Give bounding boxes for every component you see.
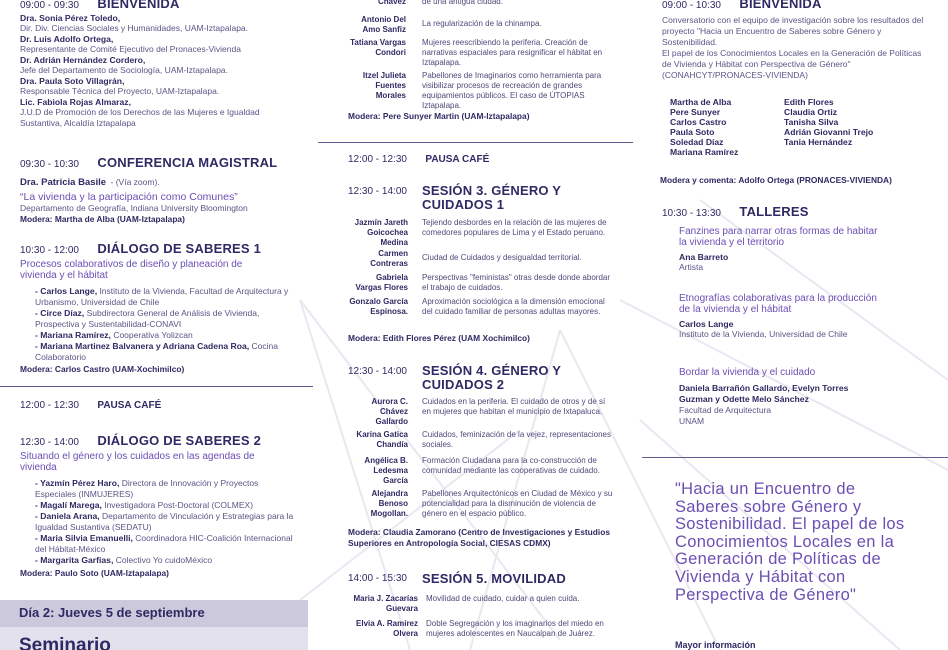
session-time: 10:30 - 13:30	[662, 208, 721, 219]
speaker-name: Gabriela Vargas Flores	[355, 273, 408, 292]
speaker-name: Dra. Patricia Basile	[20, 177, 107, 188]
session-time: 09:00 - 09:30	[20, 0, 79, 11]
list-item: - Mariana Martinez Balvanera y Adriana Cadena Roa, Cocina Colaboratorio	[35, 341, 278, 362]
speaker-name: Carmen Contreras	[370, 249, 408, 268]
speaker-name: Elvia A. Ramírez Olvera	[356, 619, 418, 638]
list-item: - Daniela Arana, Departamento de Vinculación y Estrategias para la Igualdad Sustantiva (SEDATU)	[35, 511, 294, 532]
conferencia-header	[20, 154, 277, 172]
talk-title: Mujeres reescribiendo la periferia. Creación de narrativas espaciales para resignificar el hábitat en Iztapalapa.	[422, 38, 603, 67]
moderator: Modera: Edith Flores Pérez (UAM Xochimilco)	[348, 333, 530, 343]
taller-item	[679, 293, 889, 340]
team-member: Paula Soto	[670, 127, 715, 137]
talk-title: Aproximación sociológica a la dimensión emocional del cuidado familiar de personas adultas mayores.	[422, 297, 605, 316]
session-title: DIÁLOGO DE SABERES 1	[97, 241, 262, 256]
session-time: 12:30 - 14:00	[348, 366, 407, 377]
talk-title: “La vivienda y la participación como Comunes”	[20, 191, 238, 203]
team-list-right	[784, 97, 934, 147]
talk-title: Doble Segregación y los imaginarios del miedo en mujeres adolescentes en Naucalpan de Juárez.	[426, 619, 604, 638]
talk-title: Pabellones Arquitectónicos en Ciudad de México y su potencialidad para la disminución de violencia de género en el espacio público.	[422, 489, 613, 518]
taller-desc: Instituto de la Vivienda, Universidad de Chile	[679, 329, 848, 339]
session-time: 12:30 - 14:00	[20, 437, 79, 448]
session-time: 09:00 - 10:30	[662, 0, 721, 11]
session-title: TALLERES	[739, 204, 809, 219]
dialogo1-items	[35, 286, 297, 363]
person: Dr. Adrián Hernández Cordero, Jefe del Departamento de Sociología, UAM-Iztapalapa.	[20, 55, 228, 75]
talk-title: Pabellones de Imaginarios como herramienta para visibilizar procesos de recreación de grandes equipamientos públicos. El caso de ÚTOPIAS Iztapalapa.	[422, 71, 602, 110]
conferencia-body	[20, 172, 310, 224]
list-item: - Circe Díaz, Subdirectora General de Análisis de Vivienda, Prospectiva y Sustentabilidad-CONAVI	[35, 308, 260, 329]
speaker-name: Chávez	[377, 0, 406, 6]
taller-item	[679, 367, 889, 427]
bienvenida-header	[662, 0, 822, 13]
dialogo1-header	[20, 240, 261, 258]
talk-title: La regularización de la chinampa.	[422, 19, 542, 28]
more-info-link[interactable]: Mayor información	[675, 640, 756, 650]
dialogo2-items	[35, 478, 297, 566]
speaker-name: Aurora C. Chávez Gallardo	[371, 397, 408, 426]
team-member: Tanisha Silva	[784, 117, 839, 127]
talk-title: Movilidad de cuidado, cuidar a quien cuida.	[426, 594, 580, 603]
person: Lic. Fabiola Rojas Almaraz, J.U.D de Promoción de los Derechos de las Mujeres e Igualdad Sustantiva, Alcaldía Iztapalapa	[20, 97, 260, 128]
seminario-band	[0, 627, 308, 650]
bienvenida-header	[20, 0, 180, 13]
bienvenida-people	[20, 13, 300, 129]
divider	[318, 142, 633, 143]
session-time: 10:30 - 12:00	[20, 245, 79, 256]
session-title: CONFERENCIA MAGISTRAL	[97, 155, 278, 170]
talk-title: Perspectivas "feministas" otras desde donde abordar el trabajo de cuidados.	[422, 273, 611, 292]
talk-title: Cuidados, feminización de la vejez, representaciones sociales.	[422, 430, 611, 449]
moderator: Modera: Pere Sunyer Martin (UAM-Iztapalapa)	[348, 111, 530, 121]
taller-names: Daniela Barrañón Gallardo, Evelyn Torres Guzman y Odette Melo Sánchez	[679, 383, 849, 404]
session-title: SESIÓN 3. GÉNERO Y CUIDADOS 1	[422, 183, 561, 212]
pausa-row	[348, 149, 489, 167]
session-time: 09:30 - 10:30	[20, 159, 79, 170]
talk-title: Tejiendo desbordes en la relación de las mujeres de comedores populares de Lima y el Estado peruano.	[422, 218, 607, 237]
speaker-name: Jazmín Jareth Goicochea Medina	[354, 218, 408, 247]
day-banner	[0, 600, 308, 627]
speaker-name: Itzel Julieta Fuentes Morales	[362, 71, 406, 100]
project-quote: "Hacia un Encuentro de Saberes sobre Género y Sostenibilidad. El papel de los Conocimientos Locales en la Generación de Políticas de Vivienda y Hábitat con Perspectiva de Género"	[675, 480, 905, 604]
team-member: Carlos Castro	[670, 117, 727, 127]
team-member: Edith Flores	[784, 97, 834, 107]
list-item: - Margarita Garfias, Colectivo Yo cuidoMéxico	[35, 555, 213, 565]
session-subtitle: Situando el género y los cuidados en las agendas de vivienda	[20, 451, 255, 473]
speaker-note: - (Vía zoom).	[110, 177, 160, 187]
team-member: Tania Hernández	[784, 137, 853, 147]
seminario-label: Seminario	[19, 635, 111, 650]
session-time: 14:00 - 15:30	[348, 573, 407, 584]
session-title: BIENVENIDA	[739, 0, 822, 11]
affiliation: Departamento de Geografía, Indiana University Bloomington	[20, 203, 248, 213]
session-time: 12:00 - 12:30	[348, 154, 407, 165]
day-label: Día 2: Jueves 5 de septiembre	[19, 605, 205, 620]
moderator: Modera: Martha de Alba (UAM-Iztapalapa)	[20, 214, 185, 224]
person: Dra. Paula Soto Villagrán, Responsable Técnica del Proyecto, UAM-Iztapalapa.	[20, 76, 220, 96]
person: Dra. Sonia Pérez Toledo, Dir. Div. Ciencias Sociales y Humanidades, UAM-Iztapalapa.	[20, 13, 249, 33]
session-time: 12:30 - 14:00	[348, 186, 407, 197]
list-item: - Carlos Lange, Instituto de la Vivienda, Facultad de Arquitectura y Urbanismo, Universidad de Chile	[35, 286, 289, 307]
session-title: SESIÓN 4. GÉNERO Y CUIDADOS 2	[422, 363, 561, 392]
moderator: Modera: Carlos Castro (UAM-Xochimilco)	[20, 364, 185, 374]
moderator: Modera: Paulo Soto (UAM-Iztapalapa)	[20, 568, 169, 578]
session-title: BIENVENIDA	[97, 0, 180, 11]
pausa-row	[20, 395, 161, 413]
team-member: Mariana Ramírez	[670, 147, 739, 157]
dialogo2-header	[20, 432, 261, 450]
session-title: PAUSA CAFÉ	[425, 154, 490, 165]
talk-title: de una antigua ciudad.	[422, 0, 503, 6]
team-member: Soledad Díaz	[670, 137, 724, 147]
taller-desc: Artista	[679, 262, 704, 272]
team-list-left	[670, 97, 780, 157]
speaker-name: Maria J. Zacarías Guevara	[353, 594, 418, 613]
speaker-name: Angélica B. Ledesma García	[364, 456, 408, 485]
team-member: Adrián Giovanni Trejo	[784, 127, 874, 137]
session-title: DIÁLOGO DE SABERES 2	[97, 433, 262, 448]
speaker-name: Gonzalo García Espinosa.	[349, 297, 408, 316]
speaker-name: Tatiana Vargas Condori	[350, 38, 406, 57]
divider	[0, 386, 313, 387]
talk-title: Formación Ciudadana para la co-construcción de comunidad mediante las cooperativas de cuidado.	[422, 456, 600, 475]
list-item: - Yazmín Pérez Haro, Directora de Innovación y Proyectos Especiales (INMUJERES)	[35, 478, 259, 499]
talk-title: Ciudad de Cuidados y desigualdad territorial.	[422, 253, 582, 262]
divider	[642, 457, 948, 458]
session-subtitle: Procesos colaborativos de diseño y planeación de vivienda y el hábitat	[20, 259, 243, 281]
list-item: - Maria Silvia Emanuelli, Coordinadora HIC-Coalición Internacional del Hábitat-México	[35, 533, 293, 554]
list-item: - Mariana Ramírez, Cooperativa Yolizcan	[35, 330, 193, 340]
taller-names: Carlos Lange	[679, 319, 734, 329]
moderator: Modera y comenta: Adolfo Ortega (PRONACES-VIVIENDA)	[660, 175, 892, 185]
talk-title: Cuidados en la periferia. El cuidado de otros y de sí en mujeres que habitan el municipio de Ixtapaluca.	[422, 397, 606, 416]
taller-names: Ana Barreto	[679, 252, 729, 262]
team-member: Claudia Ortiz	[784, 107, 838, 117]
list-item: - Magalí Marega, Investigadora Post-Doctoral (COLMEX)	[35, 500, 254, 510]
taller-desc: Facultad de Arquitectura UNAM	[679, 405, 772, 426]
speaker-name: Antonio Del Amo Sanfiz	[361, 15, 406, 34]
talleres-header	[662, 203, 809, 221]
moderator: Modera: Claudia Zamorano (Centro de Investigaciones y Estudios Superiores en Antropología Social, CIESAS CDMX)	[348, 527, 611, 548]
speaker-name: Alejandra Benoso Mogollan.	[370, 489, 408, 518]
team-member: Martha de Alba	[670, 97, 732, 107]
taller-title: Etnografías colaborativas para la producción de la vivienda y el hábitat	[679, 293, 877, 315]
taller-title: Fanzines para narrar otras formas de habitar la vivienda y el territorio	[679, 226, 878, 248]
session-time: 12:00 - 12:30	[20, 400, 79, 411]
speaker-name: Karina Gatica Chandía	[356, 430, 408, 449]
taller-item	[679, 226, 879, 273]
bienvenida-description: Conversatorio con el equipo de investigación sobre los resultados del proyecto "Hacia un Encuentro de Saberes sobre Género y Sostenibilidad. El papel de los Conocimientos Locales en la Generación de Políticas de Vivienda y Hábitat con Perspectiva de Género" (CONAHCYT/PRONACES-VIVIENDA)	[662, 15, 924, 80]
person: Dr. Luis Adolfo Ortega, Representante de Comité Ejecutivo del Pronaces-Vivienda	[20, 34, 241, 54]
taller-title: Bordar la vivienda y el cuidado	[679, 367, 816, 378]
team-member: Pere Sunyer	[670, 107, 721, 117]
session-title: PAUSA CAFÉ	[97, 400, 162, 411]
session-title: SESIÓN 5. MOVILIDAD	[422, 571, 566, 586]
